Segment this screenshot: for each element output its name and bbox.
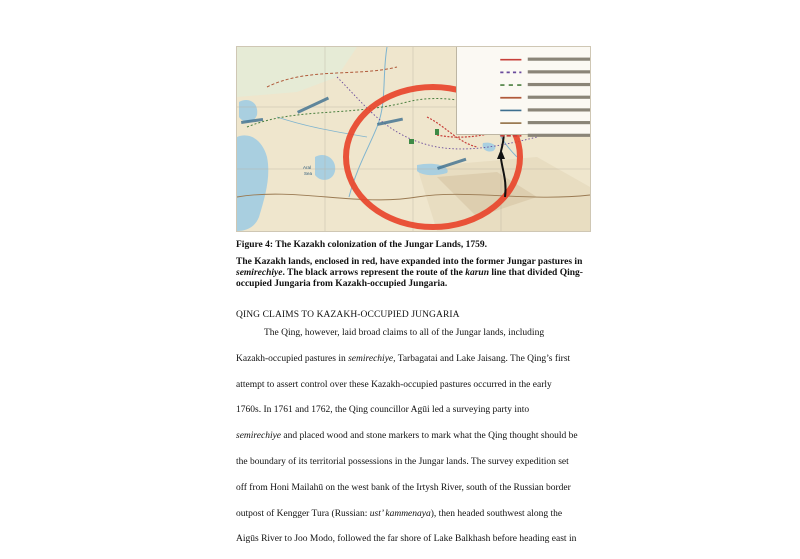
body-line: The Qing, however, laid broad claims to all of the Jungar lands, including	[264, 328, 545, 338]
map-label-aral: Aral	[303, 165, 312, 170]
map-label-sea: Sea	[304, 171, 313, 176]
figure-caption-title: Figure 4: The Kazakh colonization of the Jungar Lands, 1759.	[236, 240, 487, 250]
map-figure	[236, 46, 591, 232]
italic-term: semirechiye	[236, 431, 282, 442]
section-heading: QING CLAIMS TO KAZAKH-OCCUPIED JUNGARIA	[236, 310, 460, 320]
body-line: outpost of Kengger Tura (Russian: ust’ kammenaya), then headed southwest along the	[236, 508, 563, 519]
body-line: attempt to assert control over these Kazakh-occupied pastures occurred in the early	[236, 379, 552, 390]
italic-term: semirechiye,	[348, 353, 396, 364]
body-line: off from Honi Mailahū on the west bank of the Irtysh River, south of the Russian border	[236, 482, 571, 493]
figure-caption-body: The Kazakh lands, enclosed in red, have expanded into the former Jungar pastures in semirechiye. The black arrows represent the route of the karun line that divided Qing-occupied Jungaria from Kazakh-occupied Jungaria.	[236, 257, 583, 290]
map-legend	[456, 47, 591, 135]
body-line: Aigūs River to Joo Modo, followed the far shore of Lake Balkhash before heading east in	[236, 534, 577, 545]
body-text	[236, 327, 592, 559]
body-line: the boundary of its territorial possessions in the Jungar lands. The survey expedition set	[236, 456, 569, 467]
italic-term: karun	[465, 268, 489, 279]
italic-term: ust’ kammenaya	[369, 508, 431, 519]
italic-term: semirechiye	[236, 268, 283, 279]
body-line: 1760s. In 1761 and 1762, the Qing councillor Agūi led a surveying party into	[236, 405, 530, 416]
body-line: semirechiye and placed wood and stone markers to mark what the Qing thought should be	[236, 431, 578, 442]
body-line: Kazakh-occupied pastures in semirechiye, Tarbagatai and Lake Jaisang. The Qing’s first	[236, 353, 571, 364]
